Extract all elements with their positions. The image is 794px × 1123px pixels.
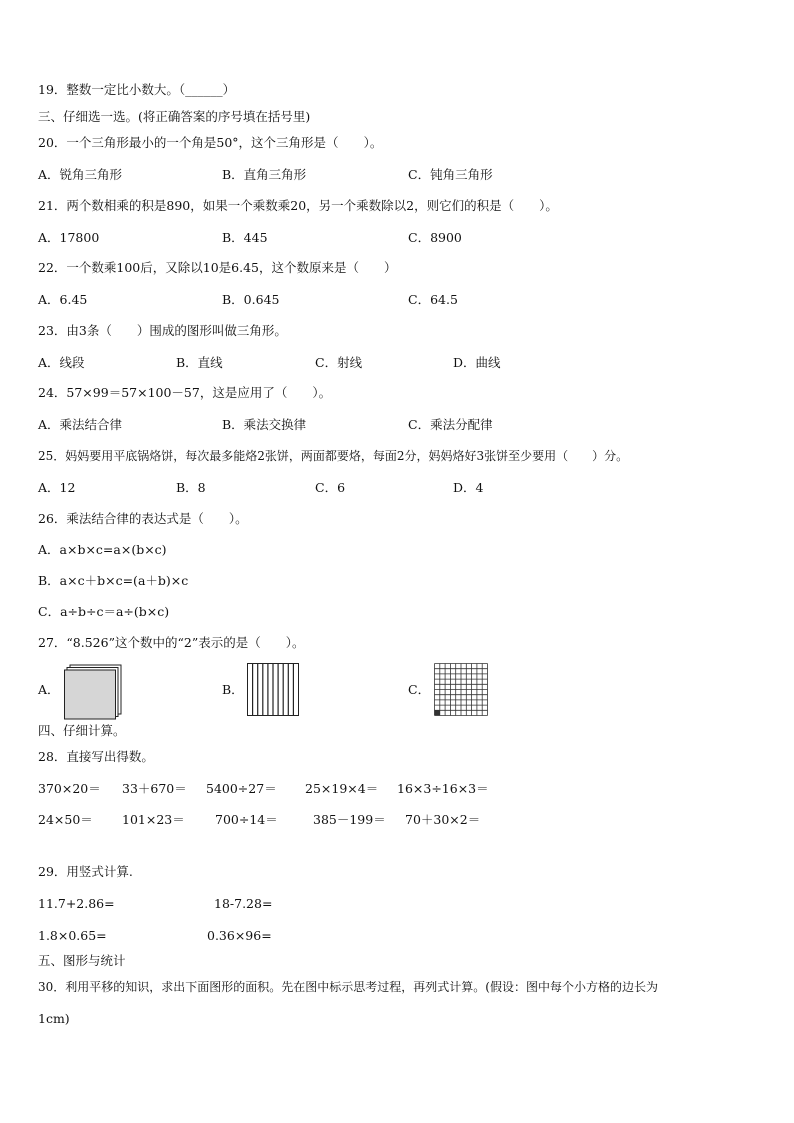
section-3-heading: 三、仔细选一选。(将正确答案的序号填在括号里) — [38, 109, 311, 124]
question-26-stem: 26．乘法结合律的表达式是（ ）。 — [38, 511, 248, 526]
question-21-stem: 21．两个数相乘的积是890，如果一个乘数乘20，另一个乘数除以2，则它们的积是（ ）。 — [38, 198, 558, 213]
q22-option-c[interactable]: C．64.5 — [408, 292, 458, 307]
question-20-stem: 20．一个三角形最小的一个角是50°，这个三角形是（ ）。 — [38, 135, 383, 150]
q21-option-b[interactable]: B．445 — [222, 230, 268, 245]
question-27-stem: 27．“8.526”这个数中的“2”表示的是（ ）。 — [38, 635, 305, 650]
section-4-heading: 四、仔细计算。 — [38, 723, 126, 738]
calc-item: 25×19×4＝ — [305, 781, 379, 796]
q23-option-d[interactable]: D．曲线 — [453, 355, 501, 370]
calc-item: 385－199＝ — [313, 812, 386, 827]
question-30-line-1: 30．利用平移的知识，求出下面图形的面积。先在图中标示思考过程，再列式计算。(假设：图中每个小方格的边长为 — [38, 980, 658, 994]
question-23-stem: 23．由3条（ ）围成的图形叫做三角形。 — [38, 323, 287, 338]
q26-option-b[interactable]: B．a×c＋b×c=(a＋b)×c — [38, 573, 189, 588]
vertical-calc-item: 11.7+2.86= — [38, 896, 115, 911]
q25-option-b[interactable]: B．8 — [176, 480, 206, 495]
calc-item: 5400÷27＝ — [206, 781, 277, 796]
vertical-calc-item: 1.8×0.65= — [38, 928, 107, 943]
q25-option-c[interactable]: C．6 — [315, 480, 346, 495]
q20-option-c[interactable]: C．钝角三角形 — [408, 167, 493, 182]
question-30-line-2: 1cm) — [38, 1011, 70, 1026]
question-28-stem: 28．直接写出得数。 — [38, 749, 154, 764]
q24-option-a[interactable]: A．乘法结合律 — [38, 417, 123, 432]
q24-option-c[interactable]: C．乘法分配律 — [408, 417, 493, 432]
q21-option-c[interactable]: C．8900 — [408, 230, 462, 245]
question-29-stem: 29．用竖式计算. — [38, 864, 133, 879]
q25-option-d[interactable]: D．4 — [453, 480, 484, 495]
calc-item: 24×50＝ — [38, 812, 93, 827]
q25-option-a[interactable]: A．12 — [38, 480, 76, 495]
q27-figure-c-hundred-grid — [434, 663, 488, 716]
q23-option-c[interactable]: C．射线 — [315, 355, 363, 370]
calc-item: 700÷14＝ — [215, 812, 278, 827]
q27-option-a[interactable]: A． — [38, 682, 60, 697]
question-24-stem: 24．57×99＝57×100－57，这是应用了（ ）。 — [38, 385, 332, 400]
q27-option-c[interactable]: C． — [408, 682, 431, 697]
q21-option-a[interactable]: A．17800 — [38, 230, 100, 245]
calc-item: 33＋670＝ — [122, 781, 187, 796]
q22-option-a[interactable]: A．6.45 — [38, 292, 88, 307]
q23-option-a[interactable]: A．线段 — [38, 355, 85, 370]
calc-item: 101×23＝ — [122, 812, 185, 827]
vertical-calc-item: 18-7.28= — [214, 896, 273, 911]
section-5-heading: 五、图形与统计 — [38, 953, 126, 968]
question-25-stem: 25．妈妈要用平底锅烙饼，每次最多能烙2张饼，两面都要烙，每面2分，妈妈烙好3张饼至少要用（ ）分。 — [38, 449, 629, 463]
q20-option-a[interactable]: A．锐角三角形 — [38, 167, 123, 182]
q27-figure-a-stacked-squares — [64, 664, 122, 720]
q27-figure-b-strips — [247, 663, 299, 716]
q27-option-b[interactable]: B． — [222, 682, 244, 697]
question-19: 19．整数一定比小数大。（______） — [38, 82, 236, 97]
calc-item: 370×20＝ — [38, 781, 101, 796]
q26-option-c[interactable]: C．a÷b÷c＝a÷(b×c) — [38, 604, 170, 619]
q23-option-b[interactable]: B．直线 — [176, 355, 223, 370]
calc-item: 70＋30×2＝ — [405, 812, 481, 827]
calc-item: 16×3÷16×3＝ — [397, 781, 489, 796]
question-22-stem: 22．一个数乘100后，又除以10是6.45，这个数原来是（ ） — [38, 260, 397, 275]
q26-option-a[interactable]: A．a×b×c=a×(b×c) — [38, 542, 167, 557]
q22-option-b[interactable]: B．0.645 — [222, 292, 280, 307]
vertical-calc-item: 0.36×96= — [207, 928, 272, 943]
q24-option-b[interactable]: B．乘法交换律 — [222, 417, 307, 432]
q20-option-b[interactable]: B．直角三角形 — [222, 167, 307, 182]
